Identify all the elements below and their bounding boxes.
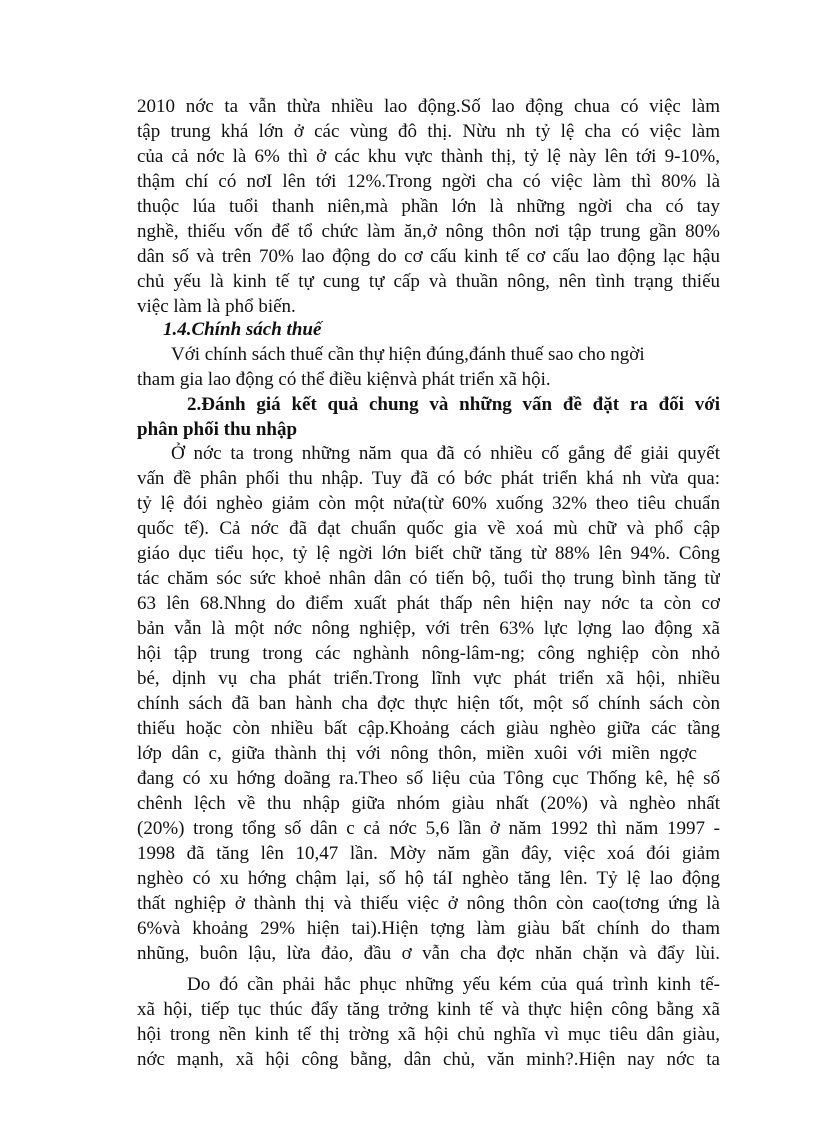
text-line: chủ yếu là kinh tế tự cung tự cấp và thuần nông, nên tình trạng thiếu: [137, 271, 720, 292]
text-line: quốc tế). Cả nớc đã đạt chuẩn quốc gia về xoá mù chữ và phổ cập: [137, 518, 720, 539]
text-line: tham gia lao động có thể điều kiệnvà phát triển xã hội.: [137, 369, 551, 390]
text-line: Với chính sách thuế cần thự hiện đúng,đánh thuế sao cho ngời: [171, 344, 645, 365]
text-line: 6%và khoảng 29% hiện tai).Hiện tợng làm giàu bất chính do tham: [137, 918, 720, 939]
text-line: nghèo có xu hớng chậm lại, số hộ táI nghèo tăng lên. Tỷ lệ lao động: [137, 868, 720, 889]
text-line: vấn đề phân phối thu nhập. Tuy đã có bớc phát triển khá nh vừa qua:: [137, 468, 720, 489]
text-line: 1998 đã tăng lên 10,47 lần. Mờy năm gần đây, việc xoá đói giảm: [137, 843, 720, 864]
text-line: thất nghiệp ở thành thị và thiếu việc ở nông thôn còn cao(tơng ứng là: [137, 893, 720, 914]
text-line: 2010 nớc ta vẫn thừa nhiều lao động.Số lao động chua có việc làm: [137, 96, 720, 117]
text-line: chênh lệch về thu nhập giữa nhóm giàu nhất (20%) và nghèo nhất: [137, 793, 720, 814]
text-line: thiếu hoặc còn nhiều bất cập.Khoảng cách giàu nghèo giữa các tầng: [137, 718, 720, 739]
text-line: nớc mạnh, xã hội công bằng, dân chủ, văn minh?.Hiện nay nớc ta: [137, 1049, 720, 1070]
text-line: bé, dịnh vụ cha phát triển.Trong lĩnh vực phát triển xã hội, nhiều: [137, 668, 720, 689]
text-line: Do đó cần phải hắc phục những yếu kém của quá trình kinh tế-: [187, 974, 720, 995]
text-line: thuộc lúa tuổi thanh niên,mà phần lớn là những ngời cha có tay: [137, 196, 720, 217]
text-line: tập trung khá lớn ở các vùng đô thị. Nừu nh tỷ lệ cha có việc làm: [137, 121, 720, 142]
text-line: xã hội, tiếp tục thúc đẩy tăng trởng kinh tế và thực hiện công bằng xã: [137, 999, 720, 1020]
text-line: tác chăm sóc sức khoẻ nhân dân có tiến bộ, tuổi thọ trung bình tăng từ: [137, 568, 720, 589]
text-line: hội tập trung trong các nghành nông-lâm-ng; công nghiệp còn nhỏ: [137, 643, 720, 664]
text-line: 63 lên 68.Nhng do điểm xuất phát thấp nên hiện nay nớc ta còn cơ: [137, 593, 720, 614]
text-line: nghề, thiếu vốn để tổ chức làm ăn,ở nông thôn nơi tập trung gần 80%: [137, 221, 720, 242]
text-line: hội trong nền kinh tế thị trờng xã hội chủ nghĩa vì mục tiêu dân giàu,: [137, 1024, 720, 1045]
section-heading: 2.Đánh giá kết quả chung và những vấn đề đặt ra đối với: [187, 394, 720, 415]
text-line: tỷ lệ đói nghèo giảm còn một nửa(từ 60% xuống 32% theo tiêu chuẩn: [137, 493, 720, 514]
text-line: của cả nớc là 6% thì ở các khu vực thành thị, tỷ lệ này lên tới 9-10%,: [137, 146, 720, 167]
text-line: chính sách đã ban hành cha đợc thực hiện tốt, một số chính sách còn: [137, 693, 720, 714]
text-line: đang có xu hớng doãng ra.Theo số liệu của Tông cục Thống kê, hệ số: [137, 768, 720, 789]
section-heading: phân phối thu nhập: [137, 419, 298, 440]
text-line: Ở nớc ta trong những năm qua đã có nhiều cố gắng để giải quyết: [171, 443, 720, 464]
section-heading: 1.4.Chính sách thuế: [163, 319, 322, 340]
text-line: nhũng, buôn lậu, lừa đảo, đầu ơ vẫn cha đợc nhăn chặn và đẩy lùi.: [137, 943, 720, 964]
text-line: dân số và trên 70% lao động do cơ cấu kinh tế cơ cấu lao động lạc hậu: [137, 246, 720, 267]
text-line: giáo dục tiểu học, tỷ lệ ngời lớn biết chữ tăng từ 88% lên 94%. Công: [137, 543, 720, 564]
text-line: thậm chí có nơI lên tới 12%.Trong ngời cha có việc làm thì 80% là: [137, 171, 720, 192]
text-line: (20%) trong tổng số dân c cả nớc 5,6 lần ở năm 1992 thì năm 1997 -: [137, 818, 720, 839]
text-line: việc làm là phổ biến.: [137, 296, 296, 317]
text-line: bản vẫn là một nớc nông nghiệp, với trên 63% lực lợng lao động xã: [137, 618, 720, 639]
text-line: lớp dân c, giữa thành thị với nông thôn, miền xuôi với miền ngợc: [137, 743, 697, 764]
